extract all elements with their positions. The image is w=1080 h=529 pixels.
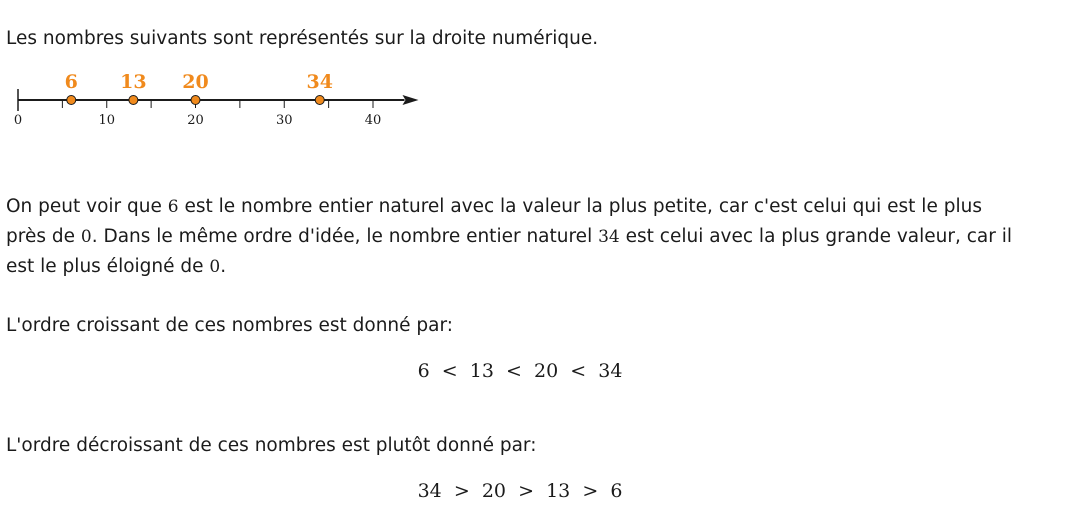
number-line-tick-label: 20 (187, 113, 204, 128)
math-34: 34 (598, 227, 620, 247)
number-line-point-label: 13 (120, 71, 147, 93)
explanation-line-1: On peut voir que 6 est le nombre entier naturel avec la valeur la plus petite, car c'est celui qui est le plus (6, 196, 982, 217)
number-line-point-label: 34 (306, 71, 333, 93)
number-line-arrow-icon (403, 95, 419, 105)
number-line-tick-label: 40 (364, 113, 382, 128)
descending-order-text: L'ordre décroissant de ces nombres est plutôt donné par: (6, 435, 537, 456)
number-line-point-label: 6 (64, 71, 78, 93)
number-line-tick-label: 0 (13, 113, 23, 128)
number-line-point (191, 96, 200, 105)
math-0: 0 (80, 227, 92, 247)
intro-text: Les nombres suivants sont représentés sur la droite numérique. (6, 28, 599, 49)
number-line-tick-label: 10 (98, 113, 116, 128)
ascending-order-text: L'ordre croissant de ces nombres est donné par: (6, 315, 454, 336)
number-line-point (315, 96, 324, 105)
number-line-tick-label: 30 (275, 113, 293, 128)
ascending-formula: 6 < 13 < 20 < 34 (417, 360, 623, 382)
number-line-point (129, 96, 138, 105)
explanation-line-2: près de 0. Dans le même ordre d'idée, le nombre entier naturel 34 est celui avec la plus grande valeur, car il (6, 226, 1013, 247)
math-0b: 0 (209, 257, 221, 277)
explanation-line-3: est le plus éloigné de 0. (6, 256, 227, 277)
descending-formula: 34 > 20 > 13 > 6 (417, 480, 623, 502)
number-line-point (67, 96, 76, 105)
number-line (0, 62, 420, 132)
number-line-point-label: 20 (182, 71, 209, 93)
math-6: 6 (167, 197, 179, 217)
